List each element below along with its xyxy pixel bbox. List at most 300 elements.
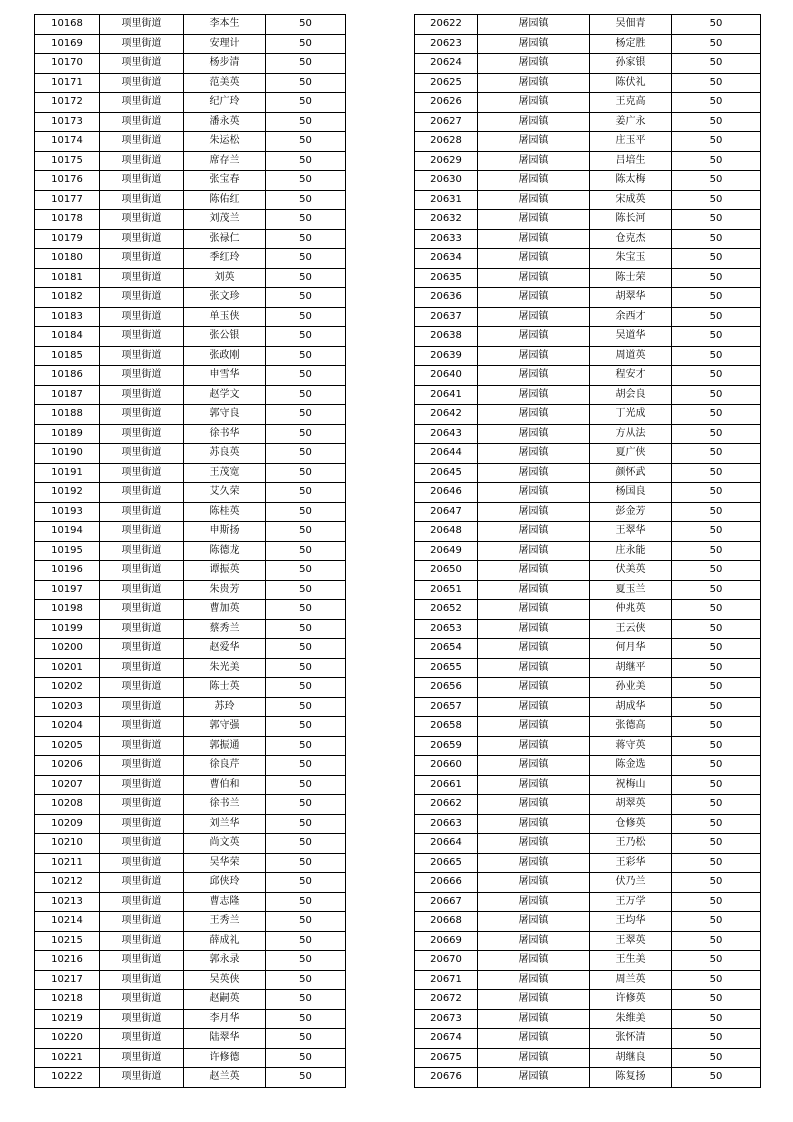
township-cell: 项里街道 <box>100 619 184 639</box>
serial-number-cell: 10178 <box>35 210 100 230</box>
name-cell: 颜怀武 <box>590 463 672 483</box>
serial-number-cell: 10197 <box>35 580 100 600</box>
roster-table-left-body <box>35 15 346 1088</box>
amount-cell: 50 <box>672 619 761 639</box>
township-cell: 项里街道 <box>100 210 184 230</box>
table-row <box>35 990 346 1010</box>
amount-cell: 50 <box>266 756 346 776</box>
serial-number-cell: 10172 <box>35 93 100 113</box>
township-cell: 项里街道 <box>100 775 184 795</box>
township-cell: 项里街道 <box>100 366 184 386</box>
amount-cell: 50 <box>266 34 346 54</box>
amount-cell: 50 <box>672 171 761 191</box>
table-row <box>415 697 761 717</box>
serial-number-cell: 10199 <box>35 619 100 639</box>
table-row <box>35 619 346 639</box>
township-cell: 项里街道 <box>100 463 184 483</box>
township-cell: 屠园镇 <box>478 483 590 503</box>
name-cell: 王万学 <box>590 892 672 912</box>
table-row <box>35 931 346 951</box>
table-row <box>415 892 761 912</box>
amount-cell: 50 <box>266 970 346 990</box>
township-cell: 项里街道 <box>100 483 184 503</box>
table-row <box>35 112 346 132</box>
serial-number-cell: 20674 <box>415 1029 478 1049</box>
township-cell: 屠园镇 <box>478 210 590 230</box>
table-row <box>415 171 761 191</box>
amount-cell: 50 <box>266 327 346 347</box>
amount-cell: 50 <box>266 190 346 210</box>
serial-number-cell: 10222 <box>35 1068 100 1088</box>
amount-cell: 50 <box>266 834 346 854</box>
amount-cell: 50 <box>672 717 761 737</box>
serial-number-cell: 10198 <box>35 600 100 620</box>
amount-cell: 50 <box>266 619 346 639</box>
name-cell: 庄玉平 <box>590 132 672 152</box>
table-row <box>35 327 346 347</box>
serial-number-cell: 20624 <box>415 54 478 74</box>
name-cell: 朱运松 <box>184 132 266 152</box>
township-cell: 项里街道 <box>100 697 184 717</box>
amount-cell: 50 <box>672 541 761 561</box>
serial-number-cell: 20636 <box>415 288 478 308</box>
table-row <box>415 834 761 854</box>
name-cell: 刘英 <box>184 268 266 288</box>
amount-cell: 50 <box>672 288 761 308</box>
serial-number-cell: 20662 <box>415 795 478 815</box>
name-cell: 张禄仁 <box>184 229 266 249</box>
amount-cell: 50 <box>672 502 761 522</box>
amount-cell: 50 <box>266 288 346 308</box>
amount-cell: 50 <box>672 405 761 425</box>
table-row <box>415 600 761 620</box>
amount-cell: 50 <box>672 34 761 54</box>
serial-number-cell: 10191 <box>35 463 100 483</box>
township-cell: 项里街道 <box>100 249 184 269</box>
name-cell: 孙业美 <box>590 678 672 698</box>
name-cell: 单玉侠 <box>184 307 266 327</box>
township-cell: 屠园镇 <box>478 951 590 971</box>
name-cell: 徐书华 <box>184 424 266 444</box>
table-row <box>35 892 346 912</box>
amount-cell: 50 <box>672 463 761 483</box>
name-cell: 杨国良 <box>590 483 672 503</box>
table-row <box>35 1029 346 1049</box>
township-cell: 屠园镇 <box>478 346 590 366</box>
table-row <box>35 834 346 854</box>
amount-cell: 50 <box>266 678 346 698</box>
table-row <box>415 346 761 366</box>
serial-number-cell: 20644 <box>415 444 478 464</box>
name-cell: 陈德龙 <box>184 541 266 561</box>
township-cell: 屠园镇 <box>478 561 590 581</box>
township-cell: 屠园镇 <box>478 892 590 912</box>
serial-number-cell: 10183 <box>35 307 100 327</box>
name-cell: 彭金芳 <box>590 502 672 522</box>
serial-number-cell: 10168 <box>35 15 100 35</box>
amount-cell: 50 <box>266 249 346 269</box>
township-cell: 项里街道 <box>100 112 184 132</box>
serial-number-cell: 20656 <box>415 678 478 698</box>
serial-number-cell: 20659 <box>415 736 478 756</box>
serial-number-cell: 20632 <box>415 210 478 230</box>
name-cell: 席存兰 <box>184 151 266 171</box>
amount-cell: 50 <box>672 385 761 405</box>
table-row <box>415 112 761 132</box>
amount-cell: 50 <box>672 775 761 795</box>
serial-number-cell: 10219 <box>35 1009 100 1029</box>
township-cell: 项里街道 <box>100 424 184 444</box>
serial-number-cell: 20673 <box>415 1009 478 1029</box>
amount-cell: 50 <box>266 912 346 932</box>
township-cell: 屠园镇 <box>478 112 590 132</box>
township-cell: 项里街道 <box>100 171 184 191</box>
township-cell: 项里街道 <box>100 151 184 171</box>
serial-number-cell: 10185 <box>35 346 100 366</box>
serial-number-cell: 10187 <box>35 385 100 405</box>
township-cell: 屠园镇 <box>478 970 590 990</box>
name-cell: 赵兰英 <box>184 1068 266 1088</box>
serial-number-cell: 20668 <box>415 912 478 932</box>
table-row <box>35 385 346 405</box>
name-cell: 胡翠英 <box>590 795 672 815</box>
amount-cell: 50 <box>672 327 761 347</box>
township-cell: 屠园镇 <box>478 444 590 464</box>
serial-number-cell: 10177 <box>35 190 100 210</box>
table-row <box>35 444 346 464</box>
serial-number-cell: 10208 <box>35 795 100 815</box>
amount-cell: 50 <box>266 1048 346 1068</box>
table-row <box>35 366 346 386</box>
township-cell: 屠园镇 <box>478 736 590 756</box>
amount-cell: 50 <box>672 853 761 873</box>
township-cell: 屠园镇 <box>478 580 590 600</box>
serial-number-cell: 20664 <box>415 834 478 854</box>
serial-number-cell: 20675 <box>415 1048 478 1068</box>
table-row <box>35 951 346 971</box>
township-cell: 屠园镇 <box>478 697 590 717</box>
amount-cell: 50 <box>672 444 761 464</box>
amount-cell: 50 <box>266 853 346 873</box>
serial-number-cell: 20672 <box>415 990 478 1010</box>
serial-number-cell: 10194 <box>35 522 100 542</box>
serial-number-cell: 10209 <box>35 814 100 834</box>
township-cell: 屠园镇 <box>478 93 590 113</box>
name-cell: 张公银 <box>184 327 266 347</box>
serial-number-cell: 10202 <box>35 678 100 698</box>
township-cell: 项里街道 <box>100 1048 184 1068</box>
name-cell: 朱贵芳 <box>184 580 266 600</box>
name-cell: 朱维美 <box>590 1009 672 1029</box>
table-row <box>35 34 346 54</box>
serial-number-cell: 10204 <box>35 717 100 737</box>
name-cell: 范美英 <box>184 73 266 93</box>
serial-number-cell: 10188 <box>35 405 100 425</box>
township-cell: 屠园镇 <box>478 522 590 542</box>
amount-cell: 50 <box>266 951 346 971</box>
name-cell: 庄永能 <box>590 541 672 561</box>
table-row <box>415 54 761 74</box>
amount-cell: 50 <box>672 931 761 951</box>
name-cell: 胡继良 <box>590 1048 672 1068</box>
amount-cell: 50 <box>672 268 761 288</box>
serial-number-cell: 20622 <box>415 15 478 35</box>
township-cell: 项里街道 <box>100 580 184 600</box>
amount-cell: 50 <box>266 463 346 483</box>
township-cell: 屠园镇 <box>478 288 590 308</box>
amount-cell: 50 <box>266 1009 346 1029</box>
serial-number-cell: 10205 <box>35 736 100 756</box>
name-cell: 艾久荣 <box>184 483 266 503</box>
amount-cell: 50 <box>672 580 761 600</box>
name-cell: 何月华 <box>590 639 672 659</box>
amount-cell: 50 <box>672 424 761 444</box>
name-cell: 王乃松 <box>590 834 672 854</box>
amount-cell: 50 <box>266 795 346 815</box>
table-row <box>35 424 346 444</box>
name-cell: 刘兰华 <box>184 814 266 834</box>
amount-cell: 50 <box>266 151 346 171</box>
name-cell: 曹加英 <box>184 600 266 620</box>
name-cell: 孙家银 <box>590 54 672 74</box>
table-row <box>35 463 346 483</box>
township-cell: 屠园镇 <box>478 249 590 269</box>
amount-cell: 50 <box>266 346 346 366</box>
amount-cell: 50 <box>266 639 346 659</box>
amount-cell: 50 <box>266 93 346 113</box>
township-cell: 项里街道 <box>100 678 184 698</box>
township-cell: 项里街道 <box>100 561 184 581</box>
amount-cell: 50 <box>672 990 761 1010</box>
amount-cell: 50 <box>672 54 761 74</box>
township-cell: 屠园镇 <box>478 931 590 951</box>
serial-number-cell: 20650 <box>415 561 478 581</box>
name-cell: 张怀清 <box>590 1029 672 1049</box>
name-cell: 郭守良 <box>184 405 266 425</box>
table-row <box>415 1009 761 1029</box>
township-cell: 屠园镇 <box>478 639 590 659</box>
township-cell: 项里街道 <box>100 853 184 873</box>
table-row <box>415 463 761 483</box>
amount-cell: 50 <box>266 814 346 834</box>
table-row <box>35 190 346 210</box>
table-row <box>415 307 761 327</box>
serial-number-cell: 20657 <box>415 697 478 717</box>
table-row <box>35 132 346 152</box>
serial-number-cell: 10190 <box>35 444 100 464</box>
township-cell: 屠园镇 <box>478 34 590 54</box>
amount-cell: 50 <box>266 229 346 249</box>
name-cell: 王翠华 <box>590 522 672 542</box>
name-cell: 陈金选 <box>590 756 672 776</box>
name-cell: 尚文英 <box>184 834 266 854</box>
name-cell: 王均华 <box>590 912 672 932</box>
amount-cell: 50 <box>672 15 761 35</box>
table-row <box>415 541 761 561</box>
township-cell: 项里街道 <box>100 736 184 756</box>
township-cell: 屠园镇 <box>478 171 590 191</box>
table-row <box>415 405 761 425</box>
name-cell: 夏广侠 <box>590 444 672 464</box>
name-cell: 王翠英 <box>590 931 672 951</box>
table-row <box>415 639 761 659</box>
township-cell: 项里街道 <box>100 229 184 249</box>
township-cell: 项里街道 <box>100 502 184 522</box>
amount-cell: 50 <box>672 697 761 717</box>
serial-number-cell: 10200 <box>35 639 100 659</box>
amount-cell: 50 <box>266 892 346 912</box>
table-row <box>35 502 346 522</box>
table-row <box>35 288 346 308</box>
table-row <box>415 619 761 639</box>
amount-cell: 50 <box>672 892 761 912</box>
township-cell: 屠园镇 <box>478 678 590 698</box>
name-cell: 季红玲 <box>184 249 266 269</box>
serial-number-cell: 20676 <box>415 1068 478 1088</box>
name-cell: 程安才 <box>590 366 672 386</box>
township-cell: 项里街道 <box>100 190 184 210</box>
serial-number-cell: 10217 <box>35 970 100 990</box>
table-row <box>35 580 346 600</box>
serial-number-cell: 10206 <box>35 756 100 776</box>
serial-number-cell: 10179 <box>35 229 100 249</box>
serial-number-cell: 10195 <box>35 541 100 561</box>
name-cell: 吴道华 <box>590 327 672 347</box>
name-cell: 伏乃兰 <box>590 873 672 893</box>
township-cell: 项里街道 <box>100 405 184 425</box>
amount-cell: 50 <box>672 795 761 815</box>
amount-cell: 50 <box>672 483 761 503</box>
serial-number-cell: 20661 <box>415 775 478 795</box>
serial-number-cell: 20639 <box>415 346 478 366</box>
name-cell: 余西才 <box>590 307 672 327</box>
amount-cell: 50 <box>672 912 761 932</box>
table-row <box>35 1009 346 1029</box>
amount-cell: 50 <box>672 93 761 113</box>
name-cell: 吴华荣 <box>184 853 266 873</box>
amount-cell: 50 <box>672 307 761 327</box>
name-cell: 苏良英 <box>184 444 266 464</box>
serial-number-cell: 10221 <box>35 1048 100 1068</box>
name-cell: 丁光成 <box>590 405 672 425</box>
township-cell: 项里街道 <box>100 327 184 347</box>
amount-cell: 50 <box>266 697 346 717</box>
name-cell: 薛成礼 <box>184 931 266 951</box>
name-cell: 陈佑红 <box>184 190 266 210</box>
table-row <box>35 561 346 581</box>
table-row <box>415 736 761 756</box>
name-cell: 徐良芹 <box>184 756 266 776</box>
township-cell: 项里街道 <box>100 1068 184 1088</box>
amount-cell: 50 <box>672 1068 761 1088</box>
name-cell: 申雪华 <box>184 366 266 386</box>
table-row <box>35 658 346 678</box>
serial-number-cell: 10173 <box>35 112 100 132</box>
township-cell: 屠园镇 <box>478 385 590 405</box>
serial-number-cell: 10211 <box>35 853 100 873</box>
table-row <box>415 853 761 873</box>
table-row <box>415 444 761 464</box>
serial-number-cell: 20669 <box>415 931 478 951</box>
township-cell: 屠园镇 <box>478 814 590 834</box>
serial-number-cell: 20670 <box>415 951 478 971</box>
table-row <box>35 697 346 717</box>
name-cell: 曹志隆 <box>184 892 266 912</box>
name-cell: 许修德 <box>184 1048 266 1068</box>
amount-cell: 50 <box>672 522 761 542</box>
table-row <box>415 931 761 951</box>
name-cell: 郭永录 <box>184 951 266 971</box>
table-row <box>35 717 346 737</box>
table-row <box>415 658 761 678</box>
name-cell: 周道英 <box>590 346 672 366</box>
table-row <box>35 873 346 893</box>
table-row <box>35 736 346 756</box>
amount-cell: 50 <box>266 775 346 795</box>
serial-number-cell: 20646 <box>415 483 478 503</box>
amount-cell: 50 <box>266 736 346 756</box>
table-row <box>415 717 761 737</box>
township-cell: 屠园镇 <box>478 1029 590 1049</box>
amount-cell: 50 <box>266 171 346 191</box>
name-cell: 陈伏礼 <box>590 73 672 93</box>
table-row <box>415 561 761 581</box>
serial-number-cell: 20658 <box>415 717 478 737</box>
amount-cell: 50 <box>266 54 346 74</box>
township-cell: 屠园镇 <box>478 795 590 815</box>
table-row <box>35 307 346 327</box>
serial-number-cell: 20643 <box>415 424 478 444</box>
name-cell: 姜广永 <box>590 112 672 132</box>
roster-table-right <box>414 14 761 1088</box>
name-cell: 王彩华 <box>590 853 672 873</box>
township-cell: 项里街道 <box>100 931 184 951</box>
amount-cell: 50 <box>266 522 346 542</box>
table-row <box>35 678 346 698</box>
name-cell: 王茂宽 <box>184 463 266 483</box>
serial-number-cell: 20652 <box>415 600 478 620</box>
township-cell: 屠园镇 <box>478 600 590 620</box>
township-cell: 项里街道 <box>100 522 184 542</box>
serial-number-cell: 20640 <box>415 366 478 386</box>
township-cell: 项里街道 <box>100 541 184 561</box>
name-cell: 胡会良 <box>590 385 672 405</box>
serial-number-cell: 10184 <box>35 327 100 347</box>
township-cell: 项里街道 <box>100 1009 184 1029</box>
amount-cell: 50 <box>672 970 761 990</box>
township-cell: 项里街道 <box>100 658 184 678</box>
amount-cell: 50 <box>672 600 761 620</box>
serial-number-cell: 20660 <box>415 756 478 776</box>
amount-cell: 50 <box>672 1029 761 1049</box>
table-row <box>35 73 346 93</box>
name-cell: 李本生 <box>184 15 266 35</box>
table-row <box>35 970 346 990</box>
name-cell: 张德高 <box>590 717 672 737</box>
name-cell: 陈长河 <box>590 210 672 230</box>
township-cell: 项里街道 <box>100 1029 184 1049</box>
name-cell: 安理计 <box>184 34 266 54</box>
name-cell: 仓克杰 <box>590 229 672 249</box>
serial-number-cell: 20671 <box>415 970 478 990</box>
name-cell: 申斯扬 <box>184 522 266 542</box>
name-cell: 陈桂英 <box>184 502 266 522</box>
serial-number-cell: 10180 <box>35 249 100 269</box>
amount-cell: 50 <box>266 268 346 288</box>
serial-number-cell: 20667 <box>415 892 478 912</box>
amount-cell: 50 <box>266 1068 346 1088</box>
name-cell: 吴英侠 <box>184 970 266 990</box>
